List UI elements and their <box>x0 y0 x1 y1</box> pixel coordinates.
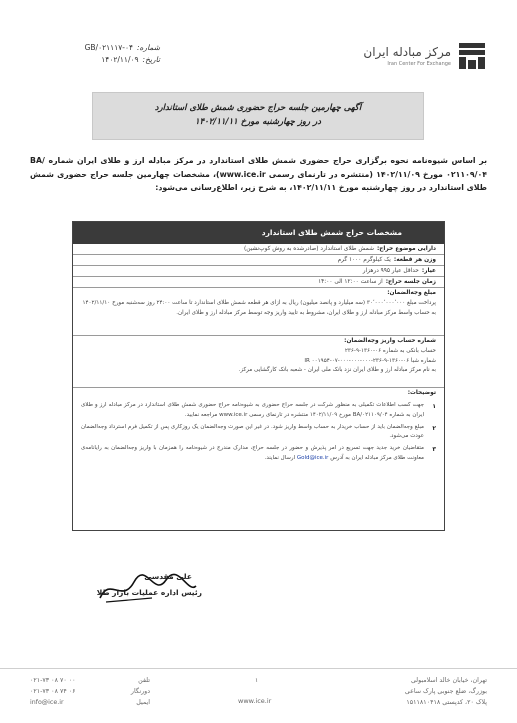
phone-label: تلفن <box>138 677 150 684</box>
note-number: ۲ <box>432 424 436 432</box>
note-item <box>81 444 436 464</box>
note-number: ۳ <box>432 446 436 454</box>
notes-title: توضیحات: <box>407 390 436 396</box>
note-text: متقاضیان خرید جدید جهت تسریع در امر پذیرش و حضور در جلسه حراج، مدارک مندرج در شیوه‌نامه را همزمان با واریز وجه‌الضمان به رایانامه‌ی معاونت طلای مرکز مبادله ایران به آدرس <box>81 445 424 461</box>
weight-label: وزن هر قطعه: <box>393 257 436 263</box>
intro-paragraph: بر اساس شیوه‌نامه نحوه برگزاری حراج حضوری شمش طلای استاندارد در مرکز مبادله ارز و طلای ایران شماره BA/۰۲۱۱۰۹/۰۴ مورخ ۱۴۰۲/۱۱/۰۹ (منتشره در تارنمای رسمی www.ice.ir)، مشخصات چهارمین جلسه حراج حضوری شمش طلای استاندارد در روز چهارشنبه مورخ ۱۴۰۲/۱۱/۱۱، به شرح زیر، اطلاع‌رسانی می‌شود: <box>30 156 487 192</box>
email-label: ایمیل <box>136 699 150 706</box>
announcement-subtitle: در روز چهارشنبه مورخ ۱۴۰۲/۱۱/۱۱ <box>195 117 321 127</box>
asset-label: دارایی موضوع حراج: <box>376 246 436 252</box>
purity-label: عیار: <box>421 268 436 274</box>
footer-website[interactable]: www.ice.ir <box>238 697 272 705</box>
gold-email-link[interactable]: Gold@ice.ir <box>296 454 329 461</box>
signature-block <box>92 568 202 608</box>
note-item <box>81 423 436 443</box>
spec-row-asset <box>73 244 444 255</box>
letter-date: ۱۴۰۲/۱۱/۰۹ <box>101 55 139 64</box>
footer-contacts <box>30 675 150 708</box>
note-number: ۱ <box>432 403 436 410</box>
note-text-with-link <box>81 444 424 464</box>
note-text-tail: ارسال نمایند. <box>264 454 297 461</box>
page-number: ۱ <box>255 677 259 684</box>
fax-value: ۰۲۱-۷۳ ۰۸ ۷۴ ۰۶ <box>30 688 76 695</box>
spec-heading: مشخصات حراج شمش طلای استاندارد <box>73 222 444 244</box>
account-title: شماره حساب واریز وجه‌الضمان: <box>344 338 436 344</box>
time-value: از ساعت ۱۲:۰۰ الی ۱۴:۰۰ <box>318 279 383 285</box>
note-item <box>81 401 436 421</box>
footer-address <box>337 675 487 708</box>
ice-logo-icon <box>457 41 487 71</box>
date-label: تاریخ: <box>142 55 160 64</box>
announcement-title-box <box>92 92 424 140</box>
auction-spec-table <box>72 221 445 531</box>
email-value[interactable]: info@ice.ir <box>30 699 64 706</box>
logo-english-text: Iran Center For Exchange <box>387 60 451 67</box>
logo-persian-text: مرکز مبادله ایران <box>363 44 451 59</box>
guarantee-text: پرداخت مبلغ ۳۰٬۰۰۰٬۰۰۰٬۰۰۰ (سه میلیارد و پانصد میلیون) ریال به ازای هر قطعه شمش طلای استاندارد تا ساعت ۲۴:۰۰ روز سه‌شنبه مورخ ۱۴۰۲/۱۱/۱۰ به حساب واسط مرکز مبادله ارز و طلای ایران، مشروط به تایید واریز وجه توسط مرکز مبادله ارز و طلای ایران. <box>82 300 436 316</box>
announcement-title: آگهی چهارمین جلسه حراج حضوری شمش طلای استاندارد <box>154 103 362 113</box>
letter-number: GB/۰۲۱۱۱۷-۰۴ <box>84 43 134 52</box>
address-line-1: تهران، خیابان خالد اسلامبولی <box>410 677 487 684</box>
signatory-name: علی مقدسی <box>144 572 192 581</box>
address-line-2: بوزرگ، ضلع جنوبی پارک ساعی <box>404 688 487 695</box>
letter-footer <box>0 668 517 714</box>
account-line-2: شماره شبا ۰۶-۱۳۶۰-۹-۲۳۶-۰۰۰-۰۰۰-۰۰۰-۰۷-۰۰۱۹۵۴ IR <box>304 357 436 364</box>
purity-value: حداقل عیار ۹۹۵ درهزار <box>362 268 419 274</box>
fax-label: دورنگار <box>130 688 150 695</box>
letter-meta <box>30 42 160 66</box>
number-label: شماره: <box>137 43 160 52</box>
spec-row-notes <box>73 388 444 530</box>
letterhead <box>0 30 517 80</box>
signatory-title: رئیس اداره عملیات بازار طلا <box>96 588 202 597</box>
note-text: جهت کسب اطلاعات تکمیلی به منظور شرکت در جلسه حراج حضوری به شیوه‌نامه حراج حضوری شمش طلای استاندارد در مرکز مبادله ارز و طلای ایران به شماره BA/۰۲۱۱۰۹/۰۴ مورخ ۱۴۰۲/۱۱/۰۹ منتشره در تارنمای رسمی www.ice.ir مراجعه نمایید. <box>81 402 424 418</box>
weight-value: یک کیلوگرم ۱۰۰۰ گرم <box>337 257 391 263</box>
spec-row-account <box>73 336 444 388</box>
spec-row-guarantee <box>73 288 444 336</box>
spec-row-time <box>73 277 444 288</box>
time-label: زمان جلسه حراج: <box>385 279 436 285</box>
asset-value: شمش طلای استاندارد (صادرشده به روش کوپ‌نشین) <box>243 246 374 252</box>
spec-row-purity <box>73 266 444 277</box>
phone-value: ۰۲۱-۷۳ ۰۸ ۷۰ ۰۰ <box>30 677 76 684</box>
account-line-3: به نام مرکز مبادله ارز و طلای ایران نزد بانک ملی ایران - شعبه بانک کارگشایی مرکز. <box>238 367 436 373</box>
spec-row-weight <box>73 255 444 266</box>
note-text: مبلغ وجه‌الضمان باید از حساب خریدار به حساب واسط واریز شود. در غیر این صورت وجه‌الضمان یک روزکاری پس از تکمیل فرم استرداد وجه‌الضمان عودت می‌شود. <box>81 423 424 440</box>
guarantee-title: مبلغ وجه‌الضمان: <box>387 290 436 296</box>
account-line-1: حساب بانکی به شماره ۰۶-۱۳۶۰-۹-۲۳۶ <box>344 348 436 354</box>
logo <box>337 34 487 78</box>
address-line-3: پلاک ۲۰، کدپستی ۱۵۱۱۸۱۰۴۱۸ <box>406 699 487 706</box>
